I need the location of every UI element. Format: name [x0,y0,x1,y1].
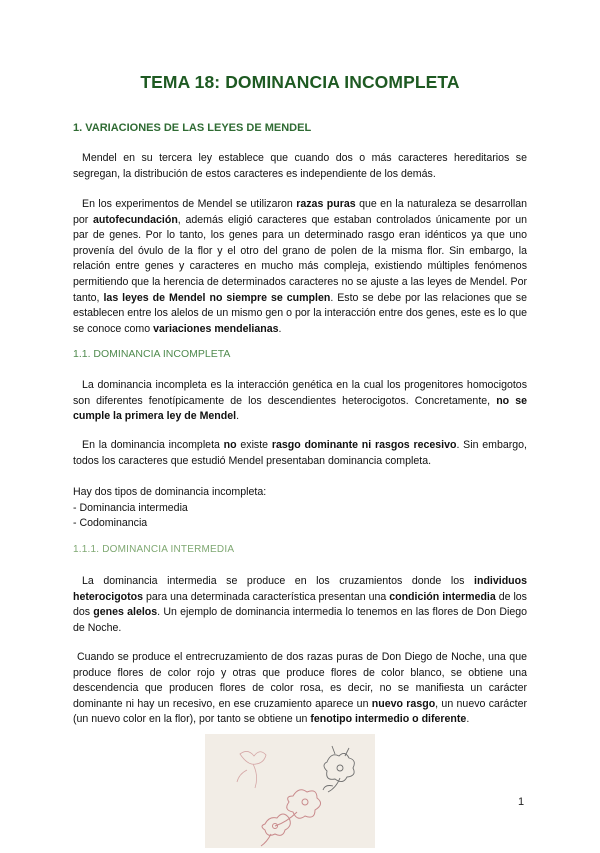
bold-text: condición intermedia [389,590,496,603]
text-run: . Un ejemplo de dominancia intermedia lo tenemos en las flores de Don Diego de Noche. [73,606,527,634]
paragraph [73,650,527,728]
text-run: . [466,713,470,726]
page-number: 1 [518,796,525,808]
paragraph [73,197,527,337]
bold-text: autofecundación [93,213,178,226]
list-item: - Dominancia intermedia [73,501,188,514]
bold-text: las leyes de Mendel no siempre se cumplen [103,291,331,304]
bold-text: rasgo dominante ni rasgos recesivo [271,439,457,451]
types-list [73,485,266,532]
page-title: TEMA 18: DOMINANCIA INCOMPLETA [140,72,460,92]
paragraph [73,574,527,636]
section-heading-1-1-1: 1.1.1. DOMINANCIA INTERMEDIA [73,544,235,555]
bold-text: no se cumple la primera ley de Mendel [73,394,527,423]
text-run: . Esto se debe por las relaciones que se establecen entre los alelos de un mismo gen o por la interacción entre dos genes, este es lo que se conoce como [73,291,527,335]
text-run: . Sin embargo, todos los caracteres que estudió Mendel presentaban dominancia completa. [73,439,527,467]
text-run: , un nuevo carácter (un nuevo color en la flor), por tanto se obtiene un [73,697,527,726]
bold-text: no [223,439,237,451]
section-heading-1-1: 1.1. DOMINANCIA INCOMPLETA [73,348,231,360]
text-run: para una determinada característica presentan una [143,590,390,603]
text-run: que en la naturaleza se desarrollan por [73,198,528,226]
bold-text: nuevo rasgo [371,697,436,710]
paragraph: Mendel en su tercera ley establece que cuando dos o más caracteres hereditarios se segregan, la distribución de estos caracteres es independiente de los demás. [73,152,527,180]
text-run: La dominancia intermedia se produce en los cruzamientos donde los [82,575,475,587]
text-run: , además eligió caracteres que estaban controlados únicamente por un par de genes. Por lo tanto, los genes para un determinado rasgo eran idénticos ya que uno provenía del óvulo de la flor y el otro del grano de polen de la misma flor. Sin embargo, la relación entre genes y caracteres en mucho más compleja, existiendo múltiples fenómenos permitiendo que la herencia de determinados caracteres no se ajuste a las leyes de Mendel. Por tanto, [73,213,527,304]
text-run: . [236,410,240,423]
bold-text: razas puras [296,198,356,210]
paragraph [73,438,527,469]
text-run: En los experimentos de Mendel se utilizaron [82,198,297,210]
bold-text: individuos heterocigotos [73,575,527,603]
text-run: existe [236,439,272,451]
bold-text: genes alelos [93,606,158,619]
list-item: - Codominancia [73,517,148,530]
text-run: En la dominancia incompleta [82,439,224,451]
text-run: . [278,322,282,335]
paragraph [73,378,527,425]
bold-text: fenotipo intermedio o diferente [310,713,467,726]
list-intro: Hay dos tipos de dominancia incompleta: [73,486,267,498]
text-run: La dominancia incompleta es la interacción genética en la cual los progenitores homocigotos son diferentes fenotípicamente de los descendientes heterocigotos. Concretamente, [73,379,527,407]
flower-drawing-icon [205,734,375,848]
text-run: Cuando se produce el entrecruzamiento de dos razas puras de Don Diego de Noche, una que produce flores de color rojo y otras que produce flores de color blanco, se obtiene una descendencia que producen flores de color rosa, es decir, no se manifiesta un carácter dominante ni hay un recesivo, en ese cruzamiento aparece un [73,651,527,710]
section-heading-1: 1. VARIACIONES DE LAS LEYES DE MENDEL [73,122,312,134]
text-run: de los dos [73,590,527,619]
bold-text: variaciones mendelianas [153,322,279,335]
